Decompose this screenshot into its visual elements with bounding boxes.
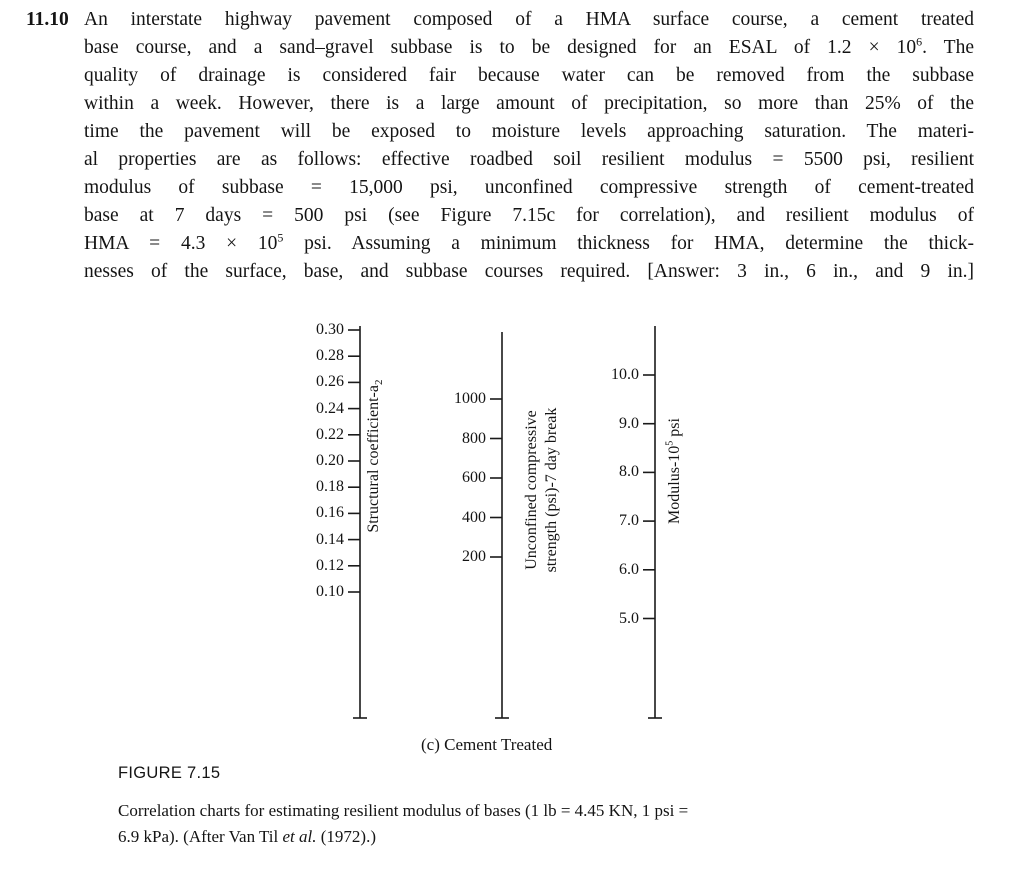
problem-line: base at 7 days = 500 psi (see Figure 7.15c for correlation), and resilient modulus of bbox=[84, 205, 974, 226]
tick-label: 0.10 bbox=[316, 583, 344, 600]
tick-label: 0.18 bbox=[316, 478, 344, 496]
problem-line-tail: . The bbox=[922, 37, 974, 58]
figure-caption-line: Correlation charts for estimating resilient modulus of bases (1 lb = 4.45 KN, 1 psi = bbox=[118, 801, 689, 820]
problem-line: modulus of subbase = 15,000 psi, unconfined compressive strength of cement-treated bbox=[84, 177, 974, 198]
axis-title-tail: psi bbox=[666, 418, 683, 441]
axis-title-compressive-strength bbox=[522, 350, 562, 630]
axis-title-line: Unconfined compressive bbox=[523, 410, 540, 570]
tick-label: 5.0 bbox=[619, 609, 639, 627]
tick-label: 8.0 bbox=[619, 463, 639, 481]
tick-label: 600 bbox=[462, 469, 486, 486]
tick-label: 0.12 bbox=[316, 556, 344, 574]
figure-caption bbox=[118, 798, 898, 850]
axis-title-subscript: 2 bbox=[373, 379, 386, 386]
exponent: 6 bbox=[916, 34, 923, 49]
caption-text: 6.9 kPa). (After Van Til bbox=[118, 827, 283, 846]
axis-title-text: Modulus-10 bbox=[666, 445, 683, 524]
tick-label: 7.0 bbox=[619, 512, 639, 530]
tick-label: 0.26 bbox=[316, 373, 344, 391]
caption-italic: et al. bbox=[282, 827, 317, 846]
problem-line: al properties are as follows: effective roadbed soil resilient modulus = 5500 psi, resilient bbox=[84, 149, 974, 170]
axis-title-modulus bbox=[666, 391, 684, 551]
exponent: 5 bbox=[277, 230, 284, 245]
chart-caption: (c) Cement Treated bbox=[421, 735, 553, 754]
tick-label: 0.16 bbox=[316, 504, 344, 522]
problem-line-text: HMA = 4.3 × 10 bbox=[84, 233, 278, 254]
problem-number: 11.10 bbox=[26, 9, 69, 30]
problem-line: quality of drainage is considered fair because water can be removed from the subbase bbox=[84, 65, 974, 86]
tick-label: 0.22 bbox=[316, 425, 344, 443]
problem-line-text: base course, and a sand–gravel subbase is to be designed for an ESAL of 1.2 × 10 bbox=[84, 37, 917, 58]
figure-label: FIGURE 7.15 bbox=[118, 764, 221, 782]
tick-label: 800 bbox=[462, 429, 486, 447]
axis-title-structural-coefficient bbox=[365, 321, 385, 591]
tick-label: 0.14 bbox=[316, 530, 344, 548]
tick-label: 10.0 bbox=[611, 366, 639, 383]
tick-label: 0.24 bbox=[316, 399, 344, 417]
figure-caption-line bbox=[118, 824, 898, 850]
tick-label: 9.0 bbox=[619, 414, 639, 432]
axis-title-line: strength (psi)-7 day break bbox=[543, 407, 560, 573]
tick-label: 0.20 bbox=[316, 452, 344, 469]
caption-text: (1972).) bbox=[316, 827, 376, 846]
tick-label: 0.30 bbox=[316, 321, 344, 338]
problem-line: within a week. However, there is a large amount of precipitation, so more than 25% of the bbox=[84, 93, 974, 114]
problem-line: nesses of the surface, base, and subbase courses required. [Answer: 3 in., 6 in., and 9 in.] bbox=[84, 261, 974, 282]
tick-label: 200 bbox=[462, 548, 486, 565]
axis-title-exponent: 5 bbox=[664, 440, 676, 446]
problem-line: An interstate highway pavement composed of a HMA surface course, a cement treated bbox=[84, 9, 974, 30]
tick-label: 6.0 bbox=[619, 560, 639, 578]
tick-label: 1000 bbox=[454, 390, 486, 407]
tick-label: 0.28 bbox=[316, 347, 344, 365]
tick-label: 400 bbox=[462, 508, 486, 526]
problem-line: time the pavement will be exposed to moisture levels approaching saturation. The materi- bbox=[84, 121, 974, 142]
axis-title-text: Structural coefficient-a bbox=[364, 385, 382, 533]
problem-line-tail: psi. Assuming a minimum thickness for HMA, determine the thick- bbox=[283, 233, 974, 254]
